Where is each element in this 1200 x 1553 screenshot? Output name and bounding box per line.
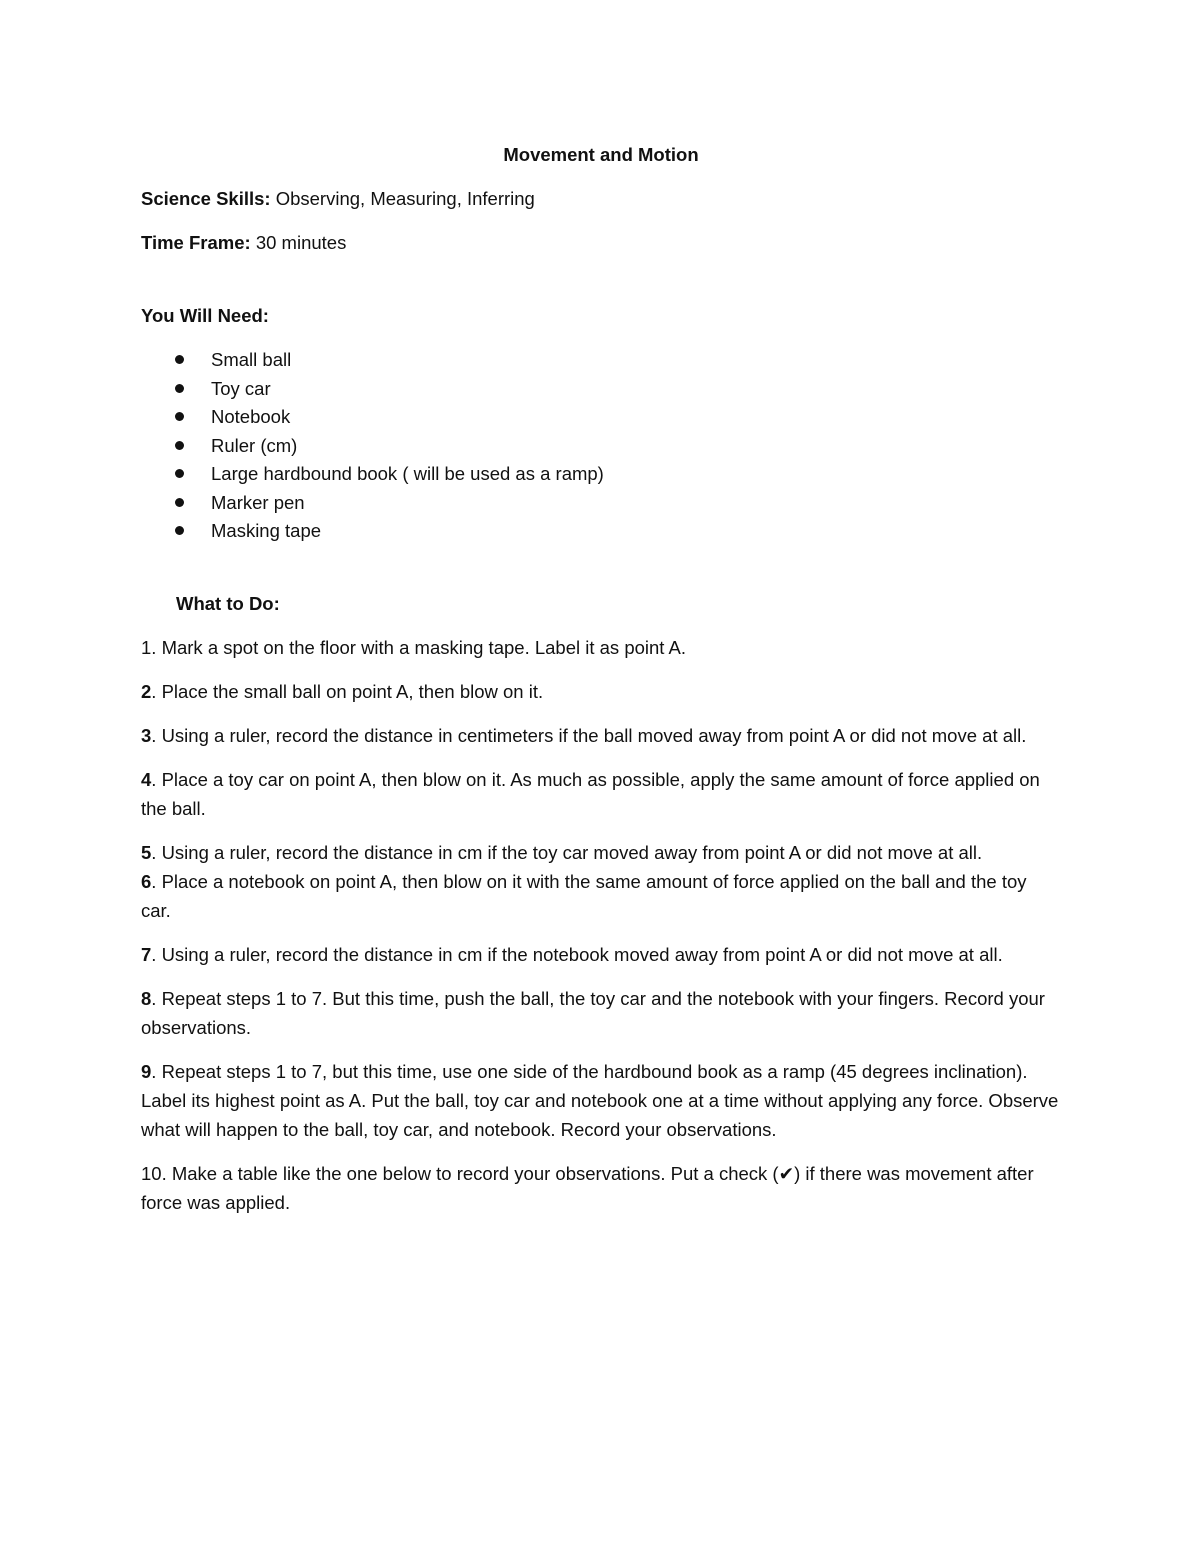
- time-frame-line: [141, 228, 1061, 257]
- list-item: [141, 402, 1061, 431]
- step-text: . Using a ruler, record the distance in cm if the notebook moved away from point A or did not move at all.: [151, 943, 1003, 965]
- step-item: [141, 867, 1061, 925]
- step-text: . Repeat steps 1 to 7, but this time, use one side of the hardbound book as a ramp (45 degrees inclination). Label its highest point as A. Put the ball, toy car and notebook one at a time without applying any force. Observe what will happen to the ball, toy car, and notebook. Record your observations.: [141, 1060, 1059, 1140]
- science-skills-label: Science Skills:: [141, 188, 271, 209]
- step-text: . Mark a spot on the floor with a masking tape. Label it as point A.: [151, 636, 687, 658]
- material-label: Small ball: [211, 349, 292, 370]
- science-skills-value: Observing, Measuring, Inferring: [270, 188, 535, 209]
- step-item: [141, 677, 1061, 706]
- step-number: 2: [141, 680, 152, 702]
- bullet-icon: [175, 526, 184, 535]
- document-page: [141, 140, 1061, 1232]
- material-label: Masking tape: [211, 520, 322, 541]
- step-number: 10: [141, 1162, 162, 1184]
- you-will-need-heading: You Will Need:: [141, 305, 269, 326]
- step-text: . Place the small ball on point A, then blow on it.: [151, 680, 544, 702]
- step-text: . Using a ruler, record the distance in cm if the toy car moved away from point A or did not move at all.: [151, 841, 983, 863]
- list-item: [141, 459, 1061, 488]
- step-number: 8: [141, 987, 152, 1009]
- document-title: Movement and Motion: [503, 144, 699, 165]
- step-item: [141, 838, 1061, 867]
- bullet-icon: [175, 355, 184, 364]
- time-frame-value: 30 minutes: [250, 232, 347, 253]
- step-item: [141, 940, 1061, 969]
- material-label: Marker pen: [211, 491, 305, 513]
- bullet-icon: [175, 412, 184, 421]
- step-text: . Using a ruler, record the distance in centimeters if the ball moved away from point A or did not move at all.: [151, 724, 1027, 746]
- step-text: . Make a table like the one below to record your observations. Put a check (✔) if there was movement after force was applied.: [141, 1162, 1034, 1213]
- step-number: 6: [141, 870, 152, 892]
- step-item: [141, 633, 1061, 662]
- step-number: 3: [141, 724, 152, 746]
- material-label: Ruler (cm): [211, 434, 298, 456]
- list-item: [141, 345, 1061, 374]
- material-label: Toy car: [211, 377, 271, 399]
- bullet-icon: [175, 441, 184, 450]
- bullet-icon: [175, 498, 184, 507]
- step-text: . Repeat steps 1 to 7. But this time, push the ball, the toy car and the notebook with your fingers. Record your observations.: [141, 987, 1045, 1038]
- material-label: Large hardbound book ( will be used as a ramp): [211, 463, 604, 484]
- science-skills-line: [141, 184, 1061, 213]
- material-label: Notebook: [211, 406, 291, 427]
- bullet-icon: [175, 384, 184, 393]
- step-number: 4: [141, 768, 152, 790]
- step-number: 7: [141, 943, 152, 965]
- step-number: 5: [141, 841, 152, 863]
- step-item: [141, 1159, 1061, 1217]
- materials-list: [141, 345, 1061, 545]
- step-number: 9: [141, 1060, 152, 1082]
- step-text: . Place a toy car on point A, then blow on it. As much as possible, apply the same amount of force applied on the ball.: [141, 768, 1040, 819]
- bullet-icon: [175, 469, 184, 478]
- list-item: [141, 374, 1061, 403]
- time-frame-label: Time Frame:: [141, 232, 251, 253]
- list-item: [141, 431, 1061, 460]
- step-text: . Place a notebook on point A, then blow on it with the same amount of force applied on the ball and the toy car.: [141, 870, 1027, 921]
- list-item: [141, 488, 1061, 517]
- step-number: 1: [141, 636, 152, 658]
- step-item: [141, 765, 1061, 823]
- step-item: [141, 721, 1061, 750]
- step-item: [141, 1057, 1061, 1144]
- list-item: [141, 516, 1061, 545]
- what-to-do-heading: What to Do:: [176, 592, 280, 614]
- step-item: [141, 984, 1061, 1042]
